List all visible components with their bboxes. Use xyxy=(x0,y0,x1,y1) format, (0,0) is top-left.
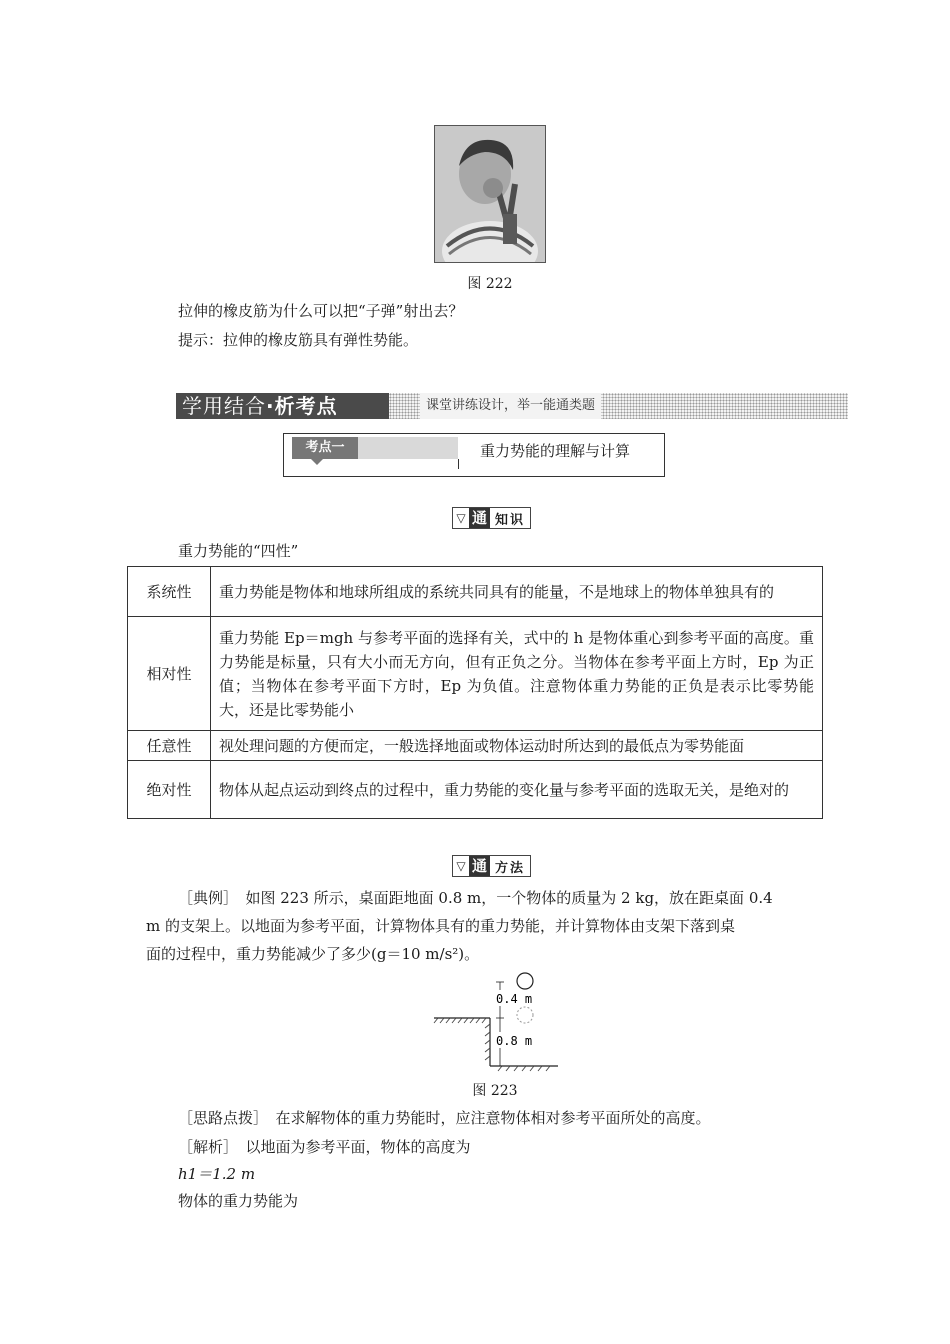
banner-title-a: 学用结合 xyxy=(182,394,266,418)
intro-question: 拉伸的橡皮筋为什么可以把“子弹”射出去？ xyxy=(178,302,464,320)
knowledge-header-small: 知识 xyxy=(495,512,526,528)
four-properties-table xyxy=(127,566,823,819)
knowledge-header-big: 通 xyxy=(469,508,490,528)
table-row xyxy=(128,567,823,617)
property-value: 物体从起点运动到终点的过程中，重力势能的变化量与参考平面的选取无关，是绝对的 xyxy=(211,761,823,819)
table-row xyxy=(128,761,823,819)
kaodian-tag: 考点一 xyxy=(292,437,358,459)
example-line-3: 面的过程中，重力势能减少了多少(g＝10 m/s²)。 xyxy=(146,945,480,963)
object-ball xyxy=(517,973,533,989)
kaodian-tag-bar xyxy=(358,437,458,459)
object-ball-dashed xyxy=(517,1007,533,1023)
analysis-line: ［解析］ 以地面为参考平面，物体的高度为 xyxy=(178,1138,471,1156)
figure-222-caption: 图 222 xyxy=(467,276,513,292)
method-header xyxy=(452,855,531,877)
label-upper: 0.4 m xyxy=(496,992,533,1006)
property-key: 相对性 xyxy=(128,617,211,731)
photo-illustration xyxy=(435,126,545,262)
property-key: 任意性 xyxy=(128,731,211,761)
banner-title-b: 析考点 xyxy=(274,394,338,418)
property-key: 系统性 xyxy=(128,567,211,617)
kaodian-divider xyxy=(458,459,459,469)
property-value-text: 重力势能 Ep＝mgh 与参考平面的选择有关，式中的 h 是物体重心到参考平面的高度。重力势能是标量，只有大小而无方向，但有正负之分。当物体在参考平面上方时，Ep 为正值；当物体在参考平面下方时，Ep 为负值。注意物体重力势能的正负是表示比零势能大，还是比零势能小 xyxy=(219,628,814,719)
property-key: 绝对性 xyxy=(128,761,211,819)
boy-slingshot-photo xyxy=(434,125,546,263)
intro-hint: 提示：拉伸的橡皮筋具有弹性势能。 xyxy=(178,331,419,349)
property-value: 重力势能是物体和地球所组成的系统共同具有的能量，不是地球上的物体单独具有的 xyxy=(211,567,823,617)
kaodian-tag-pointer xyxy=(311,459,323,465)
down-arrow-icon: ▽ xyxy=(456,859,466,873)
figure-223-diagram xyxy=(430,968,560,1072)
banner-dot: · xyxy=(266,394,275,418)
figure-223-caption: 图 223 xyxy=(472,1083,518,1099)
kaodian-title: 重力势能的理解与计算 xyxy=(480,442,631,460)
table-row xyxy=(128,617,823,731)
example-line-2: m 的支架上。以地面为参考平面，计算物体具有的重力势能，并计算物体由支架下落到桌 xyxy=(146,917,735,935)
hint-line: ［思路点拨］ 在求解物体的重力势能时，应注意物体相对参考平面所处的高度。 xyxy=(178,1109,711,1127)
example-line-1: ［典例］ 如图 223 所示，桌面距地面 0.8 m，一个物体的质量为 2 kg，放在距桌面 0.4 xyxy=(178,889,773,907)
banner-title xyxy=(176,393,389,419)
h1-line: h1＝1.2 m xyxy=(178,1165,256,1183)
last-line: 物体的重力势能为 xyxy=(178,1192,299,1210)
property-value xyxy=(211,617,823,731)
label-lower: 0.8 m xyxy=(496,1034,533,1048)
property-value: 视处理问题的方便而定，一般选择地面或物体运动时所达到的最低点为零势能面 xyxy=(211,731,823,761)
method-header-big: 通 xyxy=(469,856,490,876)
banner-subtitle: 课堂讲练设计，举一能通类题 xyxy=(420,393,601,419)
table-row xyxy=(128,731,823,761)
down-arrow-icon: ▽ xyxy=(456,511,466,525)
method-header-small: 方法 xyxy=(495,860,526,876)
knowledge-header xyxy=(452,507,531,529)
knowledge-intro: 重力势能的“四性” xyxy=(178,542,299,560)
